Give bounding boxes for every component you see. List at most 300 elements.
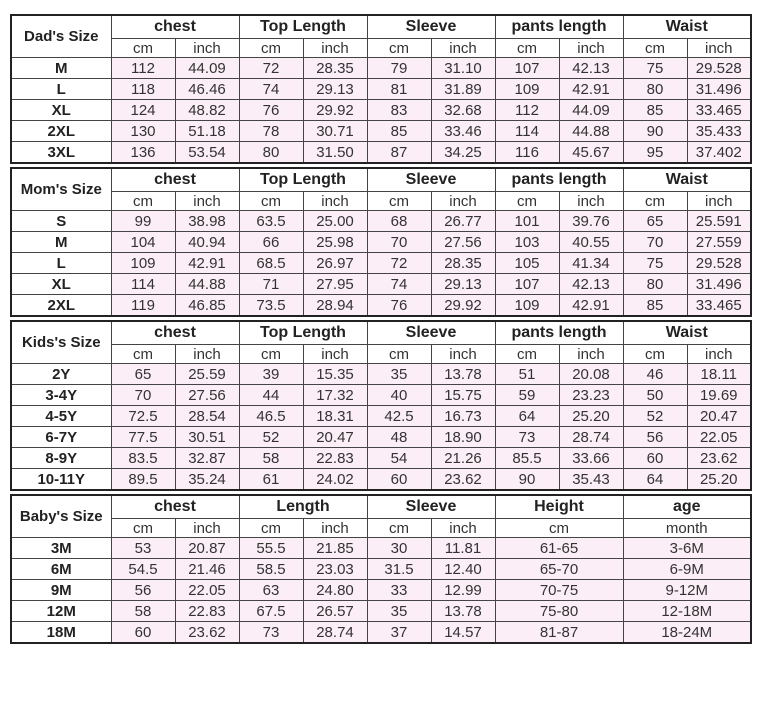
measurement-cell: 28.35: [303, 58, 367, 79]
measurement-cell: 63.5: [239, 211, 303, 232]
measurement-cell: 136: [111, 142, 175, 164]
kids-size-table: [10, 320, 752, 491]
measurement-cell: 44.88: [559, 121, 623, 142]
measurement-cell: 54: [367, 448, 431, 469]
size-label: M: [11, 58, 111, 79]
group-header: Sleeve: [367, 168, 495, 192]
measurement-cell: 24.02: [303, 469, 367, 491]
measurement-cell: 28.74: [559, 427, 623, 448]
table-row: [11, 121, 751, 142]
measurement-cell: 44.88: [175, 274, 239, 295]
measurement-cell: 85: [623, 100, 687, 121]
size-label: 4-5Y: [11, 406, 111, 427]
measurement-cell: 60: [367, 469, 431, 491]
measurement-cell: 42.91: [559, 79, 623, 100]
measurement-cell: 48: [367, 427, 431, 448]
table-title: Kids's Size: [11, 321, 111, 364]
unit-header: cm: [111, 192, 175, 211]
group-header: chest: [111, 321, 239, 345]
measurement-cell: 70: [367, 232, 431, 253]
measurement-cell: 46.5: [239, 406, 303, 427]
unit-header: cm: [111, 345, 175, 364]
size-label: 3XL: [11, 142, 111, 164]
measurement-cell: 46.46: [175, 79, 239, 100]
measurement-cell: 25.00: [303, 211, 367, 232]
measurement-cell: 37: [367, 622, 431, 644]
measurement-cell: 85.5: [495, 448, 559, 469]
measurement-cell: 65: [111, 364, 175, 385]
unit-header: inch: [303, 345, 367, 364]
measurement-cell: 67.5: [239, 601, 303, 622]
measurement-cell: 31.496: [687, 79, 751, 100]
size-label: L: [11, 79, 111, 100]
measurement-cell: 80: [623, 274, 687, 295]
measurement-cell: 85: [367, 121, 431, 142]
measurement-cell: 25.98: [303, 232, 367, 253]
measurement-cell: 90: [495, 469, 559, 491]
unit-header: cm: [239, 345, 303, 364]
group-header: chest: [111, 168, 239, 192]
measurement-cell: 68: [367, 211, 431, 232]
measurement-cell: 95: [623, 142, 687, 164]
measurement-cell: 20.47: [687, 406, 751, 427]
unit-header: inch: [175, 39, 239, 58]
measurement-cell: 83: [367, 100, 431, 121]
measurement-cell: 75: [623, 253, 687, 274]
size-label: XL: [11, 274, 111, 295]
size-label: S: [11, 211, 111, 232]
measurement-cell: 28.74: [303, 622, 367, 644]
measurement-cell: 73: [495, 427, 559, 448]
measurement-cell: 61-65: [495, 538, 623, 559]
measurement-cell: 28.54: [175, 406, 239, 427]
measurement-cell: 39: [239, 364, 303, 385]
measurement-cell: 58.5: [239, 559, 303, 580]
measurement-cell: 6-9M: [623, 559, 751, 580]
size-label: 6M: [11, 559, 111, 580]
measurement-cell: 101: [495, 211, 559, 232]
measurement-cell: 56: [623, 427, 687, 448]
measurement-cell: 109: [111, 253, 175, 274]
measurement-cell: 59: [495, 385, 559, 406]
group-header: Length: [239, 495, 367, 519]
measurement-cell: 31.496: [687, 274, 751, 295]
measurement-cell: 29.13: [431, 274, 495, 295]
measurement-cell: 25.20: [687, 469, 751, 491]
group-header: chest: [111, 15, 239, 39]
measurement-cell: 75-80: [495, 601, 623, 622]
table-row: [11, 58, 751, 79]
measurement-cell: 112: [495, 100, 559, 121]
unit-header: cm: [367, 39, 431, 58]
measurement-cell: 33.46: [431, 121, 495, 142]
measurement-cell: 22.83: [303, 448, 367, 469]
unit-header: cm: [239, 192, 303, 211]
group-header: age: [623, 495, 751, 519]
moms-size-table: [10, 167, 752, 317]
measurement-cell: 25.591: [687, 211, 751, 232]
measurement-cell: 130: [111, 121, 175, 142]
measurement-cell: 70: [111, 385, 175, 406]
measurement-cell: 70-75: [495, 580, 623, 601]
measurement-cell: 23.62: [687, 448, 751, 469]
table-row: [11, 295, 751, 317]
measurement-cell: 56: [111, 580, 175, 601]
measurement-cell: 60: [623, 448, 687, 469]
measurement-cell: 116: [495, 142, 559, 164]
table-row: [11, 364, 751, 385]
measurement-cell: 58: [111, 601, 175, 622]
table-title: Mom's Size: [11, 168, 111, 211]
measurement-cell: 42.91: [175, 253, 239, 274]
size-label: 2XL: [11, 295, 111, 317]
unit-header: inch: [175, 519, 239, 538]
measurement-cell: 28.35: [431, 253, 495, 274]
measurement-cell: 80: [239, 142, 303, 164]
measurement-cell: 40.55: [559, 232, 623, 253]
measurement-cell: 15.35: [303, 364, 367, 385]
measurement-cell: 21.85: [303, 538, 367, 559]
measurement-cell: 33.66: [559, 448, 623, 469]
unit-header: cm: [623, 345, 687, 364]
measurement-cell: 20.47: [303, 427, 367, 448]
measurement-cell: 42.91: [559, 295, 623, 317]
measurement-cell: 103: [495, 232, 559, 253]
measurement-cell: 34.25: [431, 142, 495, 164]
group-header: chest: [111, 495, 239, 519]
unit-header: cm: [623, 39, 687, 58]
size-chart: [10, 14, 752, 644]
measurement-cell: 3-6M: [623, 538, 751, 559]
group-header: Height: [495, 495, 623, 519]
group-header: Sleeve: [367, 321, 495, 345]
measurement-cell: 22.83: [175, 601, 239, 622]
unit-header: inch: [687, 345, 751, 364]
unit-header: cm: [367, 345, 431, 364]
table-title: Baby's Size: [11, 495, 111, 538]
measurement-cell: 31.10: [431, 58, 495, 79]
unit-header: inch: [431, 519, 495, 538]
measurement-cell: 18-24M: [623, 622, 751, 644]
table-row: [11, 469, 751, 491]
measurement-cell: 79: [367, 58, 431, 79]
measurement-cell: 90: [623, 121, 687, 142]
measurement-cell: 42.5: [367, 406, 431, 427]
measurement-cell: 35.433: [687, 121, 751, 142]
table-row: [11, 427, 751, 448]
measurement-cell: 22.05: [175, 580, 239, 601]
measurement-cell: 18.11: [687, 364, 751, 385]
measurement-cell: 61: [239, 469, 303, 491]
measurement-cell: 53.54: [175, 142, 239, 164]
unit-header: inch: [559, 39, 623, 58]
size-label: M: [11, 232, 111, 253]
measurement-cell: 26.77: [431, 211, 495, 232]
group-header: Sleeve: [367, 495, 495, 519]
measurement-cell: 26.97: [303, 253, 367, 274]
unit-header: inch: [303, 519, 367, 538]
table-row: [11, 559, 751, 580]
measurement-cell: 64: [623, 469, 687, 491]
table-row: [11, 253, 751, 274]
unit-header: inch: [303, 39, 367, 58]
unit-header: month: [623, 519, 751, 538]
unit-header: inch: [303, 192, 367, 211]
measurement-cell: 83.5: [111, 448, 175, 469]
group-header: Waist: [623, 168, 751, 192]
measurement-cell: 72: [367, 253, 431, 274]
measurement-cell: 39.76: [559, 211, 623, 232]
measurement-cell: 25.20: [559, 406, 623, 427]
group-header: Top Length: [239, 168, 367, 192]
measurement-cell: 76: [239, 100, 303, 121]
size-label: 10-11Y: [11, 469, 111, 491]
unit-header: inch: [431, 192, 495, 211]
unit-header: inch: [175, 192, 239, 211]
table-row: [11, 274, 751, 295]
measurement-cell: 89.5: [111, 469, 175, 491]
group-header: Top Length: [239, 15, 367, 39]
measurement-cell: 35.24: [175, 469, 239, 491]
measurement-cell: 27.56: [431, 232, 495, 253]
measurement-cell: 12-18M: [623, 601, 751, 622]
unit-header: cm: [111, 39, 175, 58]
size-label: 9M: [11, 580, 111, 601]
measurement-cell: 35: [367, 364, 431, 385]
table-row: [11, 601, 751, 622]
measurement-cell: 14.57: [431, 622, 495, 644]
measurement-cell: 27.95: [303, 274, 367, 295]
measurement-cell: 53: [111, 538, 175, 559]
measurement-cell: 58: [239, 448, 303, 469]
measurement-cell: 60: [111, 622, 175, 644]
table-row: [11, 100, 751, 121]
measurement-cell: 19.69: [687, 385, 751, 406]
size-label: 2Y: [11, 364, 111, 385]
babys-size-table: [10, 494, 752, 644]
measurement-cell: 70: [623, 232, 687, 253]
table-row: [11, 580, 751, 601]
measurement-cell: 30: [367, 538, 431, 559]
measurement-cell: 13.78: [431, 601, 495, 622]
table-row: [11, 385, 751, 406]
measurement-cell: 23.03: [303, 559, 367, 580]
measurement-cell: 17.32: [303, 385, 367, 406]
size-label: 3-4Y: [11, 385, 111, 406]
measurement-cell: 38.98: [175, 211, 239, 232]
table-row: [11, 538, 751, 559]
measurement-cell: 77.5: [111, 427, 175, 448]
measurement-cell: 68.5: [239, 253, 303, 274]
measurement-cell: 18.31: [303, 406, 367, 427]
measurement-cell: 65: [623, 211, 687, 232]
measurement-cell: 20.08: [559, 364, 623, 385]
unit-header: cm: [367, 519, 431, 538]
measurement-cell: 29.92: [303, 100, 367, 121]
measurement-cell: 21.26: [431, 448, 495, 469]
unit-header: cm: [495, 39, 559, 58]
measurement-cell: 21.46: [175, 559, 239, 580]
measurement-cell: 33: [367, 580, 431, 601]
measurement-cell: 32.87: [175, 448, 239, 469]
measurement-cell: 65-70: [495, 559, 623, 580]
measurement-cell: 72.5: [111, 406, 175, 427]
table-row: [11, 211, 751, 232]
measurement-cell: 104: [111, 232, 175, 253]
measurement-cell: 30.51: [175, 427, 239, 448]
measurement-cell: 72: [239, 58, 303, 79]
size-label: 3M: [11, 538, 111, 559]
measurement-cell: 54.5: [111, 559, 175, 580]
group-header: pants length: [495, 168, 623, 192]
group-header: Sleeve: [367, 15, 495, 39]
group-header: Waist: [623, 15, 751, 39]
group-header: Waist: [623, 321, 751, 345]
measurement-cell: 9-12M: [623, 580, 751, 601]
measurement-cell: 51.18: [175, 121, 239, 142]
measurement-cell: 78: [239, 121, 303, 142]
measurement-cell: 64: [495, 406, 559, 427]
measurement-cell: 16.73: [431, 406, 495, 427]
table-row: [11, 142, 751, 164]
measurement-cell: 85: [623, 295, 687, 317]
measurement-cell: 12.40: [431, 559, 495, 580]
measurement-cell: 27.559: [687, 232, 751, 253]
measurement-cell: 118: [111, 79, 175, 100]
unit-header: cm: [623, 192, 687, 211]
unit-header: cm: [495, 345, 559, 364]
unit-header: cm: [239, 519, 303, 538]
measurement-cell: 48.82: [175, 100, 239, 121]
measurement-cell: 24.80: [303, 580, 367, 601]
measurement-cell: 71: [239, 274, 303, 295]
unit-header: cm: [111, 519, 175, 538]
measurement-cell: 51: [495, 364, 559, 385]
measurement-cell: 80: [623, 79, 687, 100]
unit-header: inch: [687, 39, 751, 58]
measurement-cell: 29.13: [303, 79, 367, 100]
table-title: Dad's Size: [11, 15, 111, 58]
measurement-cell: 22.05: [687, 427, 751, 448]
dads-size-table: [10, 14, 752, 164]
measurement-cell: 63: [239, 580, 303, 601]
measurement-cell: 29.528: [687, 253, 751, 274]
measurement-cell: 75: [623, 58, 687, 79]
measurement-cell: 114: [495, 121, 559, 142]
measurement-cell: 124: [111, 100, 175, 121]
measurement-cell: 119: [111, 295, 175, 317]
measurement-cell: 32.68: [431, 100, 495, 121]
measurement-cell: 52: [239, 427, 303, 448]
group-header: pants length: [495, 15, 623, 39]
measurement-cell: 81: [367, 79, 431, 100]
measurement-cell: 31.5: [367, 559, 431, 580]
measurement-cell: 29.528: [687, 58, 751, 79]
measurement-cell: 33.465: [687, 100, 751, 121]
measurement-cell: 26.57: [303, 601, 367, 622]
unit-header: cm: [495, 519, 623, 538]
table-row: [11, 79, 751, 100]
measurement-cell: 23.23: [559, 385, 623, 406]
measurement-cell: 11.81: [431, 538, 495, 559]
measurement-cell: 13.78: [431, 364, 495, 385]
unit-header: cm: [239, 39, 303, 58]
measurement-cell: 41.34: [559, 253, 623, 274]
unit-header: inch: [687, 192, 751, 211]
measurement-cell: 87: [367, 142, 431, 164]
measurement-cell: 44: [239, 385, 303, 406]
measurement-cell: 23.62: [175, 622, 239, 644]
measurement-cell: 46: [623, 364, 687, 385]
measurement-cell: 81-87: [495, 622, 623, 644]
group-header: pants length: [495, 321, 623, 345]
measurement-cell: 23.62: [431, 469, 495, 491]
measurement-cell: 73: [239, 622, 303, 644]
unit-header: inch: [431, 345, 495, 364]
group-header: Top Length: [239, 321, 367, 345]
measurement-cell: 66: [239, 232, 303, 253]
measurement-cell: 45.67: [559, 142, 623, 164]
size-label: 12M: [11, 601, 111, 622]
measurement-cell: 105: [495, 253, 559, 274]
unit-header: inch: [559, 192, 623, 211]
measurement-cell: 73.5: [239, 295, 303, 317]
measurement-cell: 107: [495, 58, 559, 79]
measurement-cell: 33.465: [687, 295, 751, 317]
table-row: [11, 448, 751, 469]
measurement-cell: 29.92: [431, 295, 495, 317]
measurement-cell: 74: [239, 79, 303, 100]
size-label: XL: [11, 100, 111, 121]
measurement-cell: 12.99: [431, 580, 495, 601]
measurement-cell: 74: [367, 274, 431, 295]
measurement-cell: 37.402: [687, 142, 751, 164]
size-label: 8-9Y: [11, 448, 111, 469]
table-row: [11, 622, 751, 644]
measurement-cell: 18.90: [431, 427, 495, 448]
unit-header: inch: [559, 345, 623, 364]
measurement-cell: 107: [495, 274, 559, 295]
measurement-cell: 112: [111, 58, 175, 79]
measurement-cell: 76: [367, 295, 431, 317]
measurement-cell: 30.71: [303, 121, 367, 142]
measurement-cell: 35: [367, 601, 431, 622]
measurement-cell: 20.87: [175, 538, 239, 559]
measurement-cell: 52: [623, 406, 687, 427]
table-row: [11, 232, 751, 253]
measurement-cell: 109: [495, 295, 559, 317]
measurement-cell: 44.09: [559, 100, 623, 121]
measurement-cell: 42.13: [559, 274, 623, 295]
measurement-cell: 44.09: [175, 58, 239, 79]
measurement-cell: 109: [495, 79, 559, 100]
measurement-cell: 46.85: [175, 295, 239, 317]
measurement-cell: 31.89: [431, 79, 495, 100]
table-row: [11, 406, 751, 427]
size-label: L: [11, 253, 111, 274]
measurement-cell: 55.5: [239, 538, 303, 559]
measurement-cell: 99: [111, 211, 175, 232]
unit-header: inch: [431, 39, 495, 58]
measurement-cell: 28.94: [303, 295, 367, 317]
size-label: 18M: [11, 622, 111, 644]
measurement-cell: 25.59: [175, 364, 239, 385]
unit-header: cm: [495, 192, 559, 211]
measurement-cell: 50: [623, 385, 687, 406]
measurement-cell: 40.94: [175, 232, 239, 253]
measurement-cell: 42.13: [559, 58, 623, 79]
measurement-cell: 27.56: [175, 385, 239, 406]
